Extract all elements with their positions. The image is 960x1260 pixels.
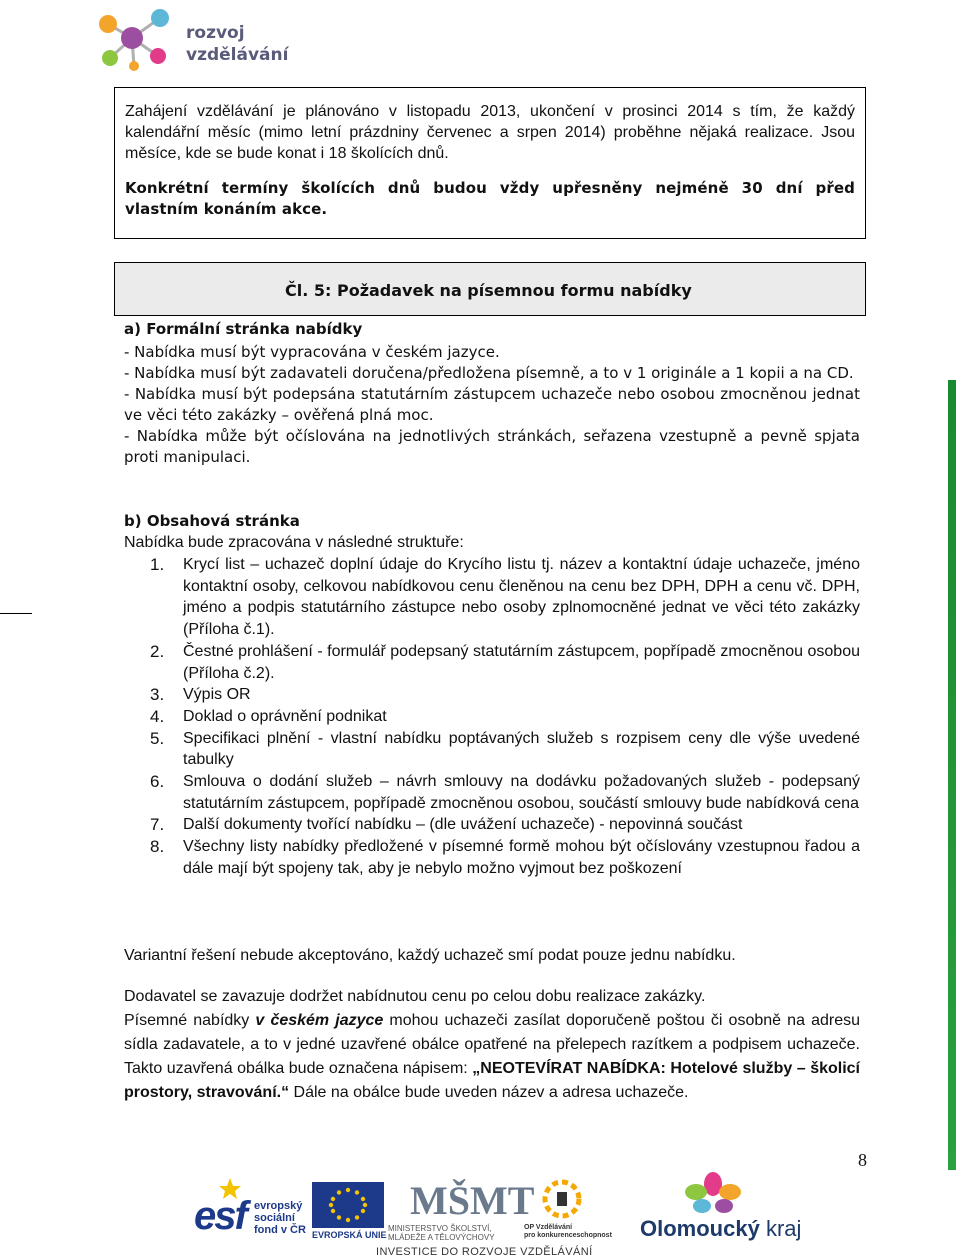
list-text: Další dokumenty tvořící nabídku – (dle uvážení uchazeče) - nepovinná součást <box>183 816 743 834</box>
list-item <box>124 814 860 836</box>
esf-logo <box>190 1174 310 1240</box>
list-text: Specifikaci plnění - vlastní nabídku poptávaných služeb s rozpisem ceny dle výše uvedené tabulky <box>183 729 860 769</box>
kraj-word: kraj <box>765 1216 802 1241</box>
submission-paragraph <box>124 1009 860 1105</box>
list-text: Doklad o oprávnění podnikat <box>183 707 387 725</box>
envelope-label: „NEOTEVÍRAT NABÍDKA: Hotelové služby – školicí prostory, stravování.“ <box>124 1060 860 1101</box>
submission-text: mohou uchazeči zasílat doporučeně poštou či osobně na adresu sídla zadavatele, a to v jedné uzavřené obálce opatřené na přelepech razítkem a podpisem uchazeče. Takto uzavřená obálka bude označena nápisem: <box>124 1012 860 1077</box>
esf-line: sociální <box>254 1212 295 1224</box>
rozvoj-vzdelavani-logo <box>90 4 289 74</box>
eu-label: EVROPSKÁ UNIE <box>312 1230 387 1240</box>
list-item <box>124 771 860 814</box>
page-number: 8 <box>858 1150 867 1170</box>
list-item <box>124 836 860 879</box>
list-text: Smlouva o dodání služeb – návrh smlouvy na dodávku požadovaných služeb - podepsaný statutárním zástupcem, popřípadě zmocněnou osobou, součástí smlouvy bude nabídková cena <box>183 773 860 812</box>
schedule-box <box>114 87 866 239</box>
variant-note: Variantní řešení nebude akceptováno, každý uchazeč smí podat pouze jednu nabídku. <box>124 947 736 964</box>
list-text: Krycí list – uchazeč doplní údaje do Krycího listu tj. název a kontaktní údaje uchazeče, jméno kontaktní osoby, celkovou nabídkovou cenu členěnou na cenu bez DPH, DPH a cenu vč. DPH, jméno a podpis statutárního zástupce nebo osoby zplnomocněné jednat ve věci této zakázky (Příloha č.1). <box>183 556 860 639</box>
list-item <box>124 554 860 641</box>
margin-dash <box>0 613 32 614</box>
formal-section <box>124 318 860 468</box>
list-item <box>124 728 860 771</box>
esf-line: evropský <box>254 1200 303 1212</box>
logo-line2: vzdělávání <box>186 45 289 65</box>
submission-emphasis: v českém jazyce <box>255 1012 384 1029</box>
closing-section <box>124 944 860 1105</box>
list-number: 8. <box>150 837 165 857</box>
list-number: 7. <box>150 815 165 835</box>
list-number: 5. <box>150 728 165 748</box>
msmt-line: MINISTERSTVO ŠKOLSTVÍ, <box>388 1224 492 1233</box>
op-vk-line: OP Vzdělávání <box>524 1224 573 1231</box>
list-item <box>124 641 860 684</box>
submission-text: Písemné nabídky <box>124 1012 256 1029</box>
op-vk-line: pro konkurenceschopnost <box>524 1232 612 1239</box>
article-heading-box <box>114 262 866 316</box>
list-number: 6. <box>150 772 165 792</box>
article-title: Čl. 5: Požadavek na písemnou formu nabídky <box>285 281 692 300</box>
kraj-name: Olomoucký <box>640 1216 760 1241</box>
list-number: 1. <box>150 555 165 574</box>
molecule-logo-icon <box>90 4 180 74</box>
content-intro: Nabídka bude zpracována v následné struktuře: <box>124 534 464 551</box>
list-item <box>124 706 860 728</box>
list-number: 4. <box>150 706 165 726</box>
content-section <box>124 510 860 880</box>
msmt-mark-icon <box>408 1176 535 1223</box>
list-item <box>124 684 860 706</box>
olomoucky-kraj-logo <box>632 1172 812 1242</box>
list-number: 3. <box>150 685 165 705</box>
esf-line: fond v ČR <box>254 1224 306 1236</box>
edge-green-bar <box>948 380 956 1170</box>
formal-heading: a) Formální stránka nabídky <box>124 320 363 338</box>
msmt-logo <box>388 1176 535 1242</box>
schedule-note: Konkrétní termíny školících dnů budou vždy upřesněny nejméně 30 dní před vlastním konáním akce. <box>125 179 855 218</box>
logo-line1: rozvoj <box>186 23 245 43</box>
svg-text:MŠMT: MŠMT <box>410 1178 535 1223</box>
formal-item: - Nabídka může být očíslována na jednotlivých stránkách, seřazena vzestupně a pevně spjata proti manipulaci. <box>124 427 860 466</box>
formal-item: - Nabídka musí být podepsána statutárním zástupcem uchazeče nebo osobou zmocněnou jednat ve věci této zakázky – ověřená plná moc. <box>124 385 860 424</box>
eu-flag-icon <box>312 1182 384 1228</box>
list-text: Výpis OR <box>183 686 251 704</box>
schedule-paragraph: Zahájení vzdělávání je plánováno v listopadu 2013, ukončení v prosinci 2014 s tím, že každý kalendářní měsíc (mimo letní prázdniny červenec a srpen 2014) proběhne nějaká realizace. Jsou měsíce, kde se bude konat i 18 školících dnů. <box>125 103 855 162</box>
op-vk-logo <box>524 1176 612 1242</box>
content-heading: b) Obsahová stránka <box>124 512 300 530</box>
eu-logo <box>312 1182 387 1242</box>
footer-tagline: INVESTICE DO ROZVOJE VZDĚLÁVÁNÍ <box>376 1246 593 1258</box>
content-list <box>124 554 860 880</box>
list-text: Čestné prohlášení - formulář podepsaný statutárním zástupcem, popřípadě zmocněnou osobou (Příloha č.2). <box>183 642 860 682</box>
supplier-note: Dodavatel se zavazuje dodržet nabídnutou cenu po celou dobu realizace zakázky. <box>124 988 706 1005</box>
formal-item: - Nabídka musí být zadavateli doručena/předložena písemně, a to v 1 originále a 1 kopii a na CD. <box>124 364 854 382</box>
list-text: Všechny listy nabídky předložené v písemné formě mohou být očíslovány vzestupnou řadou a dále mají být spojeny tak, aby je nebylo možno vyjmout bez poškození <box>183 838 860 877</box>
msmt-line: MLÁDEŽE A TĚLOVÝCHOVY <box>388 1233 495 1242</box>
submission-text: Dále na obálce bude uveden název a adresa uchazeče. <box>289 1084 689 1101</box>
flower-icon <box>668 1172 758 1216</box>
op-vk-mark-icon <box>532 1176 592 1222</box>
esf-word: esf <box>194 1194 246 1238</box>
list-number: 2. <box>150 641 165 661</box>
formal-item: - Nabídka musí být vypracována v českém jazyce. <box>124 343 500 361</box>
